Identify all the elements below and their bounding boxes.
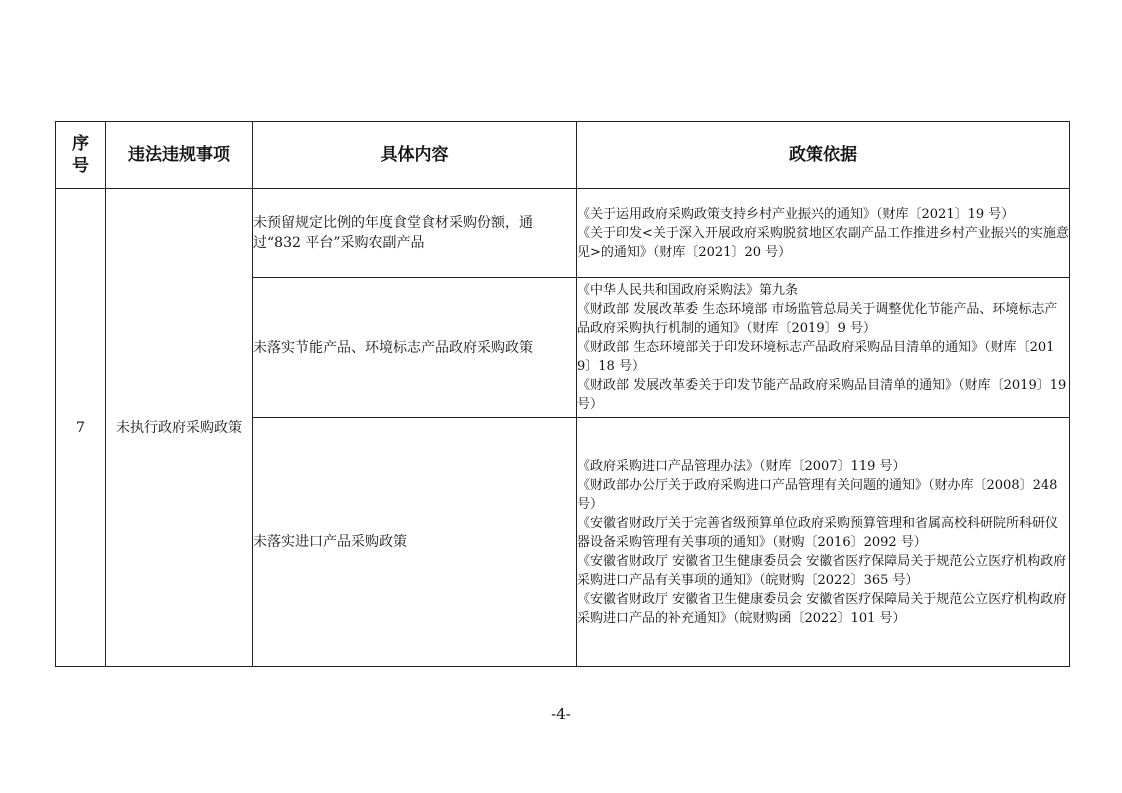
header-item: 违法违规事项 — [106, 122, 253, 189]
table-row — [56, 189, 1070, 278]
basis-line: 《政府采购进口产品管理办法》（财库〔2007〕119 号） — [577, 458, 906, 474]
basis-cell — [577, 418, 1070, 667]
basis-line: 《财政部 生态环境部关于印发环境标志产品政府采购品目清单的通知》（财库〔2019〕18 号） — [577, 340, 1055, 374]
header-content: 具体内容 — [253, 122, 577, 189]
basis-line: 《安徽省财政厅关于完善省级预算单位政府采购预算管理和省属高校科研院所科研仪器设备采购管理有关事项的通知》（财购〔2016〕2092 号） — [577, 515, 1059, 550]
basis-cell — [577, 189, 1070, 278]
policy-table — [55, 121, 1070, 667]
header-seq-label: 序号 — [72, 134, 89, 176]
basis-line: 《安徽省财政厅 安徽省卫生健康委员会 安徽省医疗保障局关于规范公立医疗机构政府采购进口产品有关事项的通知》（皖财购〔2022〕365 号） — [577, 553, 1067, 588]
basis-line: 《关于运用政府采购政策支持乡村产业振兴的通知》（财库〔2021〕19 号） — [577, 206, 1015, 222]
content-cell: 未落实节能产品、环境标志产品政府采购政策 — [253, 278, 577, 418]
basis-line: 《安徽省财政厅 安徽省卫生健康委员会 安徽省医疗保障局关于规范公立医疗机构政府采购进口产品的补充通知》（皖财购函〔2022〕101 号） — [577, 591, 1067, 626]
content-cell: 未落实进口产品采购政策 — [253, 418, 577, 667]
basis-line: 《财政部办公厅关于政府采购进口产品管理有关问题的通知》（财办库〔2008〕248 号） — [577, 477, 1058, 512]
page-number: -4- — [551, 705, 571, 723]
seq-cell: 7 — [56, 189, 106, 667]
header-seq — [56, 122, 106, 189]
item-cell: 未执行政府采购政策 — [106, 189, 253, 667]
header-basis: 政策依据 — [577, 122, 1070, 189]
basis-line: 《财政部 发展改革委 生态环境部 市场监管总局关于调整优化节能产品、环境标志产品政府采购执行机制的通知》（财库〔2019〕9 号） — [577, 302, 1058, 336]
content-cell: 未预留规定比例的年度食堂食材采购份额，通过“832 平台”采购农副产品 — [253, 189, 577, 278]
basis-line: 《关于印发<关于深入开展政府采购脱贫地区农副产品工作推进乡村产业振兴的实施意见>的通知》（财库〔2021〕20 号） — [577, 225, 1069, 260]
table-header-row — [56, 122, 1070, 189]
basis-cell — [577, 278, 1070, 418]
basis-line: 《中华人民共和国政府采购法》第九条 — [577, 283, 799, 298]
basis-line: 《财政部 发展改革委关于印发节能产品政府采购品目清单的通知》（财库〔2019〕19 号） — [577, 378, 1067, 412]
